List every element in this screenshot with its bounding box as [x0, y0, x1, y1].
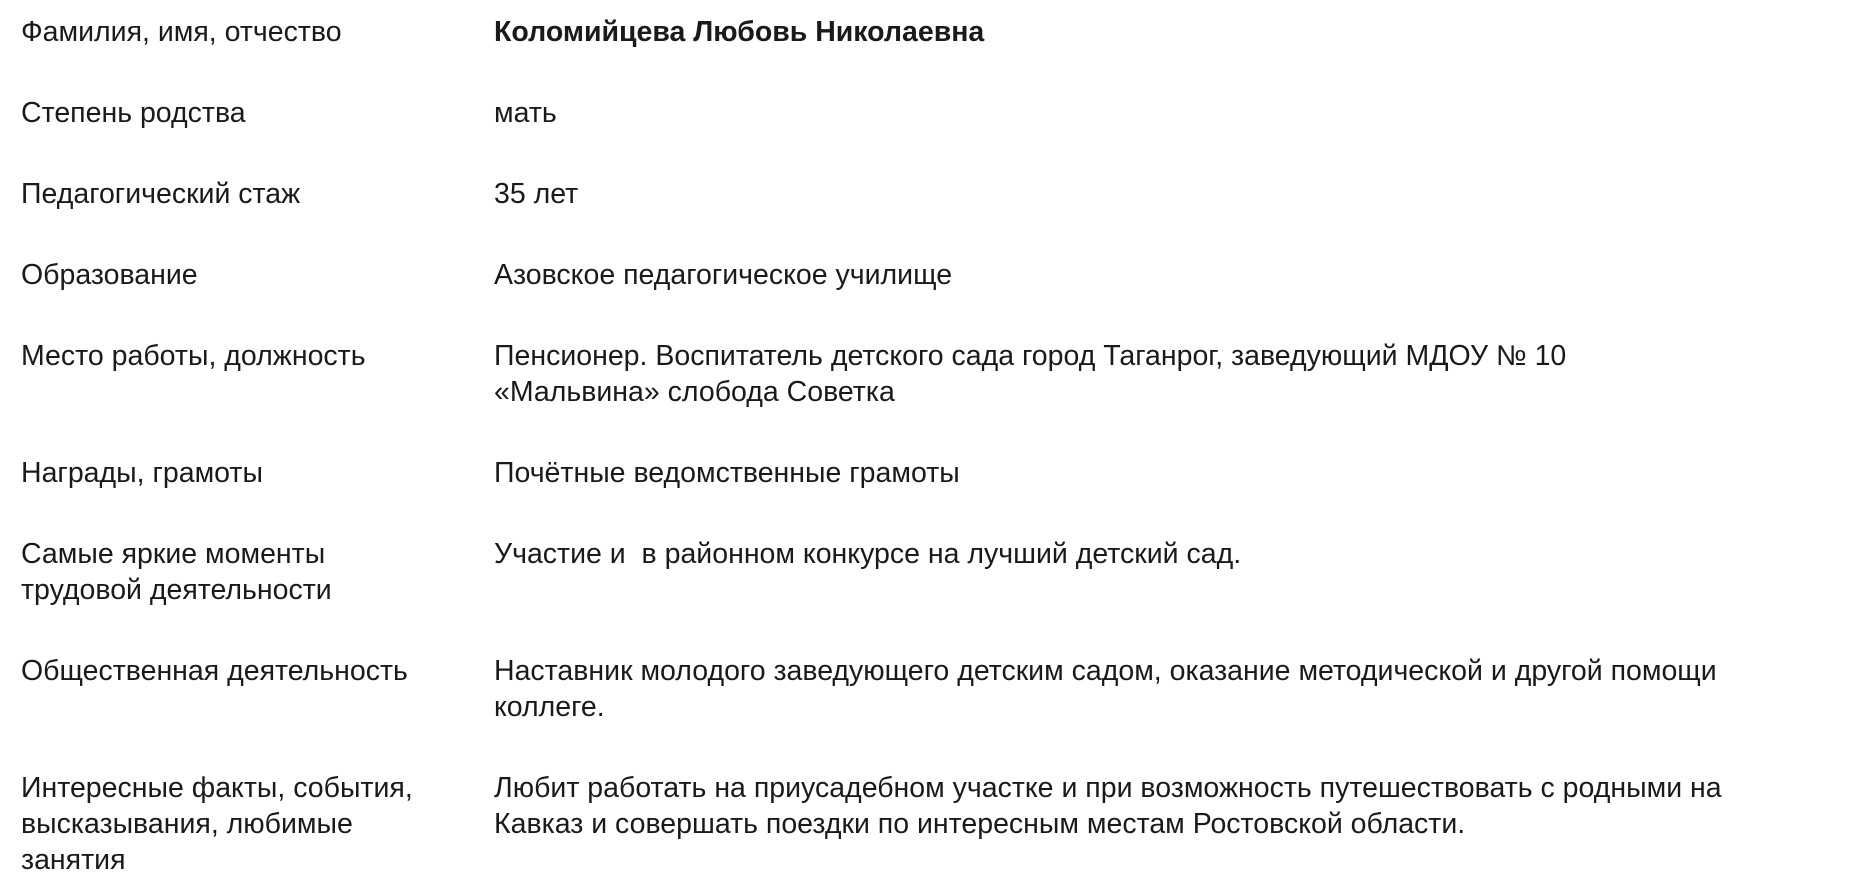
value-line: Пенсионер. Воспитатель детского сада город Таганрог, заведующий МДОУ № 10 — [494, 340, 1567, 372]
label-line: Место работы, должность — [21, 340, 366, 372]
info-table — [0, 14, 1868, 878]
label-line: занятия — [21, 844, 126, 876]
label-line: Степень родства — [21, 97, 246, 129]
table-row-workplace — [0, 338, 1868, 455]
label-line: Интересные факты, события, — [21, 772, 413, 804]
row-value — [494, 14, 1868, 95]
table-row-relation — [0, 95, 1868, 176]
row-value — [494, 455, 1868, 536]
label-line: Фамилия, имя, отчество — [21, 16, 342, 48]
label-line: высказывания, любимые — [21, 808, 353, 840]
row-label — [0, 653, 494, 770]
row-label — [0, 14, 494, 95]
value-line: Наставник молодого заведующего детским садом, оказание методической и другой помощи — [494, 655, 1717, 687]
value-line: 35 лет — [494, 178, 579, 210]
row-value — [494, 770, 1868, 878]
value-line: Азовское педагогическое училище — [494, 259, 953, 291]
value-line: Любит работать на приусадебном участке и при возможность путешествовать с родными на — [494, 772, 1722, 804]
row-value — [494, 653, 1868, 770]
value-line: Почётные ведомственные грамоты — [494, 457, 960, 489]
row-label — [0, 455, 494, 536]
label-line: Награды, грамоты — [21, 457, 263, 489]
value-line: Кавказ и совершать поездки по интересным местам Ростовской области. — [494, 808, 1466, 840]
value-line: Участие и в районном конкурсе на лучший детский сад. — [494, 538, 1242, 570]
row-value — [494, 257, 1868, 338]
label-line: трудовой деятельности — [21, 574, 332, 606]
row-label — [0, 176, 494, 257]
row-value — [494, 176, 1868, 257]
table-row-experience — [0, 176, 1868, 257]
row-value — [494, 95, 1868, 176]
row-label — [0, 95, 494, 176]
value-line: коллеге. — [494, 691, 605, 723]
table-row-full-name — [0, 14, 1868, 95]
row-label — [0, 536, 494, 653]
row-label — [0, 770, 494, 878]
row-value — [494, 536, 1868, 653]
value-line: «Мальвина» слобода Советка — [494, 376, 895, 408]
table-row-education — [0, 257, 1868, 338]
label-line: Педагогический стаж — [21, 178, 301, 210]
table-row-highlights — [0, 536, 1868, 653]
table-row-interesting-facts — [0, 770, 1868, 878]
row-label — [0, 338, 494, 455]
table-row-public-activity — [0, 653, 1868, 770]
row-label — [0, 257, 494, 338]
row-value — [494, 338, 1868, 455]
value-line: Коломийцева Любовь Николаевна — [494, 16, 985, 48]
label-line: Самые яркие моменты — [21, 538, 326, 570]
label-line: Общественная деятельность — [21, 655, 408, 687]
label-line: Образование — [21, 259, 198, 291]
value-line: мать — [494, 97, 557, 129]
table-row-awards — [0, 455, 1868, 536]
